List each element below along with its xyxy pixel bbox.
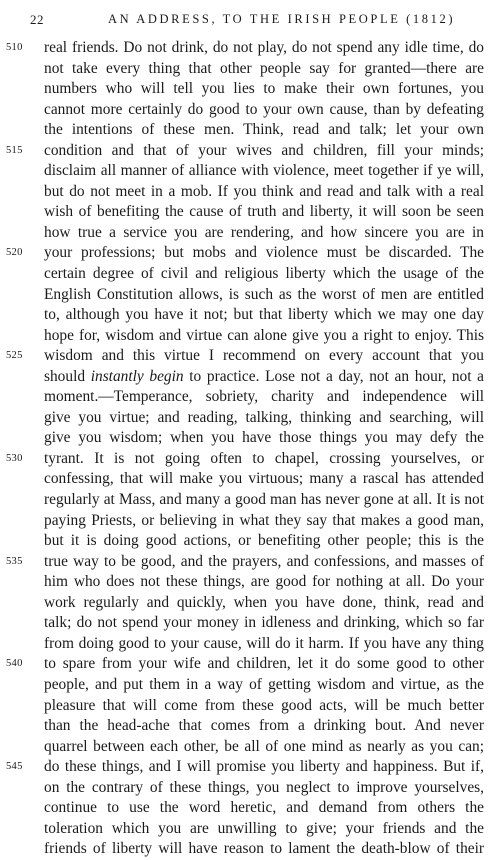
line-text-segment: numbers who will tell you lies to make their own fortunes, you bbox=[44, 80, 484, 98]
line-number: 545 bbox=[6, 761, 23, 773]
line-number: 535 bbox=[6, 555, 23, 567]
line-text-segment: work regularly and quickly, when you have done, think, read and bbox=[44, 593, 484, 611]
line-text-segment: than the head-ache that comes from a drinking bout. And never bbox=[44, 717, 484, 735]
text-line bbox=[44, 737, 484, 758]
line-text bbox=[44, 305, 484, 326]
line-text-segment: quarrel between each other, be all of one mind as nearly as you can; bbox=[44, 737, 484, 755]
line-text-segment: disclaim all manner of alliance with violence, meet together if ye will, bbox=[44, 162, 484, 180]
text-line bbox=[44, 408, 484, 429]
text-line bbox=[44, 367, 484, 388]
text-line bbox=[44, 264, 484, 285]
line-text bbox=[44, 408, 484, 429]
line-text bbox=[44, 469, 484, 490]
emphasized-text: instantly begin bbox=[90, 367, 184, 385]
line-text-segment: wish of benefiting the cause of truth and liberty, it will soon be seen bbox=[44, 203, 484, 221]
text-line bbox=[6, 243, 484, 264]
line-text bbox=[44, 264, 484, 285]
line-text-segment: to practice. Lose not a day, not an hour, not a bbox=[183, 367, 484, 385]
line-text bbox=[44, 490, 484, 511]
line-text-segment: toleration which you are unwilling to give; your friends and the bbox=[44, 819, 484, 837]
line-text-segment: but do not meet in a mob. If you think and read and talk with a real bbox=[44, 182, 484, 200]
body-text bbox=[6, 38, 484, 860]
text-line bbox=[44, 79, 484, 100]
line-text-segment: people, and put them in a way of getting wisdom and virtue, as the bbox=[44, 675, 484, 693]
text-line bbox=[44, 490, 484, 511]
text-line bbox=[6, 757, 484, 778]
line-text bbox=[44, 387, 484, 408]
line-text-segment: the intentions of these men. Think, read and talk; let your own bbox=[44, 121, 484, 139]
text-line bbox=[44, 798, 484, 819]
line-text bbox=[44, 531, 484, 552]
line-text-segment: not take every thing that other people say for granted—there are bbox=[44, 59, 484, 77]
line-number: 520 bbox=[6, 247, 23, 259]
page-number: 22 bbox=[30, 12, 44, 27]
line-text-segment: do these things, and I will promise you liberty and happiness. But if, bbox=[44, 758, 484, 776]
line-text-segment: paying Priests, or believing in what they say that makes a good man, bbox=[44, 511, 484, 529]
line-text bbox=[44, 572, 484, 593]
line-text-segment: give you wisdom; when you have those things you may defy the bbox=[44, 429, 484, 447]
line-text-segment: real friends. Do not drink, do not play, do not spend any idle time, do bbox=[44, 39, 484, 56]
line-text-segment: true way to be good, and the prayers, and confessions, and masses of bbox=[44, 552, 484, 570]
line-text-segment: talk; do not spend your money in idleness and drinking, which so far bbox=[44, 614, 484, 632]
text-line bbox=[44, 675, 484, 696]
text-line bbox=[44, 634, 484, 655]
line-text-segment: regularly at Mass, and many a good man has never gone at all. It is not bbox=[44, 491, 484, 509]
line-text-segment: tyrant. It is not going often to chapel, crossing yourselves, or bbox=[44, 449, 484, 467]
text-line bbox=[6, 552, 484, 573]
line-text-segment: on the contrary of these things, you neglect to improve yourselves, bbox=[44, 778, 484, 796]
line-text bbox=[44, 243, 484, 264]
text-line bbox=[6, 449, 484, 470]
line-text-segment: to, although you have it not; but that liberty which we may one day bbox=[44, 306, 484, 324]
text-line bbox=[44, 182, 484, 203]
text-line bbox=[44, 202, 484, 223]
line-text bbox=[44, 778, 484, 799]
text-line bbox=[44, 716, 484, 737]
line-text bbox=[44, 182, 484, 203]
line-text bbox=[44, 593, 484, 614]
line-text bbox=[44, 59, 484, 80]
text-line bbox=[6, 346, 484, 367]
text-line bbox=[44, 593, 484, 614]
line-text bbox=[44, 346, 484, 367]
line-text-segment: from doing good to your cause, will do it harm. If you have any thing bbox=[44, 634, 484, 652]
line-text bbox=[44, 552, 484, 573]
line-text bbox=[44, 654, 484, 675]
line-number: 510 bbox=[6, 42, 23, 53]
line-text-segment: English Constitution allows, is such as the worst of men are entitled bbox=[44, 285, 484, 303]
text-line bbox=[44, 778, 484, 799]
text-line bbox=[44, 59, 484, 80]
line-text bbox=[44, 326, 484, 347]
line-text bbox=[44, 223, 484, 244]
line-text bbox=[44, 634, 484, 655]
line-text-segment: give you virtue; and reading, talking, thinking and searching, will bbox=[44, 408, 484, 426]
line-text bbox=[44, 367, 484, 388]
line-number: 515 bbox=[6, 144, 23, 156]
text-line bbox=[44, 120, 484, 141]
line-text-segment: friends of liberty will have reason to lament the death-blow of their bbox=[44, 840, 484, 858]
text-line bbox=[44, 428, 484, 449]
running-header bbox=[20, 12, 480, 32]
line-text-segment: condition and that of your wives and children, fill your minds; bbox=[44, 141, 484, 159]
line-text-segment: continue to use the word heretic, and demand from others the bbox=[44, 799, 484, 817]
line-number: 530 bbox=[6, 452, 23, 464]
text-line bbox=[6, 654, 484, 675]
line-text-segment: hope for, wisdom and virtue can alone give you a right to enjoy. This bbox=[44, 326, 484, 344]
line-text bbox=[44, 120, 484, 141]
line-text bbox=[44, 839, 484, 860]
line-text-segment: certain degree of civil and religious liberty which the usage of the bbox=[44, 265, 484, 283]
line-text bbox=[44, 141, 484, 162]
text-line bbox=[44, 305, 484, 326]
line-text-segment: confessing, that will make you virtuous; many a rascal has attended bbox=[44, 470, 484, 488]
line-text-segment: but it is doing good actions, or benefiting other people; this is the bbox=[44, 532, 484, 550]
line-text-segment: to spare from your wife and children, let it do some good to other bbox=[44, 655, 484, 673]
line-text bbox=[44, 38, 484, 59]
line-text bbox=[44, 161, 484, 182]
line-text-segment: your professions; but mobs and violence must be discarded. The bbox=[44, 244, 484, 262]
line-text bbox=[44, 798, 484, 819]
line-text bbox=[44, 511, 484, 532]
line-text bbox=[44, 757, 484, 778]
text-line bbox=[44, 696, 484, 717]
line-text-segment: should bbox=[44, 367, 91, 385]
line-text bbox=[44, 716, 484, 737]
text-line bbox=[44, 839, 484, 860]
line-number: 525 bbox=[6, 350, 23, 362]
text-line bbox=[44, 572, 484, 593]
line-text-segment: moment.—Temperance, sobriety, charity and independence will bbox=[44, 388, 484, 406]
line-text-segment: him who does not these things, are good for nothing at all. Do your bbox=[44, 573, 484, 591]
text-line bbox=[44, 161, 484, 182]
line-text bbox=[44, 819, 484, 840]
line-text bbox=[44, 696, 484, 717]
line-text bbox=[44, 675, 484, 696]
line-text bbox=[44, 449, 484, 470]
line-text bbox=[44, 428, 484, 449]
line-text bbox=[44, 285, 484, 306]
text-line bbox=[44, 387, 484, 408]
line-number: 540 bbox=[6, 658, 23, 670]
text-line bbox=[44, 531, 484, 552]
text-line bbox=[44, 613, 484, 634]
running-head-title: AN ADDRESS, TO THE IRISH PEOPLE (1812) bbox=[108, 12, 456, 26]
text-line bbox=[44, 285, 484, 306]
line-text bbox=[44, 613, 484, 634]
line-text-segment: cannot more certainly do good to your own cause, than by defeating bbox=[44, 100, 484, 118]
text-line bbox=[44, 819, 484, 840]
line-text-segment: wisdom and this virtue I recommend on every account that you bbox=[44, 347, 484, 365]
text-line bbox=[44, 326, 484, 347]
line-text bbox=[44, 202, 484, 223]
text-line bbox=[6, 141, 484, 162]
line-text bbox=[44, 79, 484, 100]
line-text bbox=[44, 737, 484, 758]
line-text bbox=[44, 100, 484, 121]
line-text-segment: how true a service you are rendering, and how sincere you are in bbox=[44, 223, 484, 241]
text-line bbox=[44, 223, 484, 244]
text-line bbox=[6, 38, 484, 59]
text-line bbox=[44, 511, 484, 532]
text-line bbox=[44, 100, 484, 121]
line-text-segment: pleasure that will come from these good acts, will be much better bbox=[44, 696, 484, 714]
text-line bbox=[44, 469, 484, 490]
